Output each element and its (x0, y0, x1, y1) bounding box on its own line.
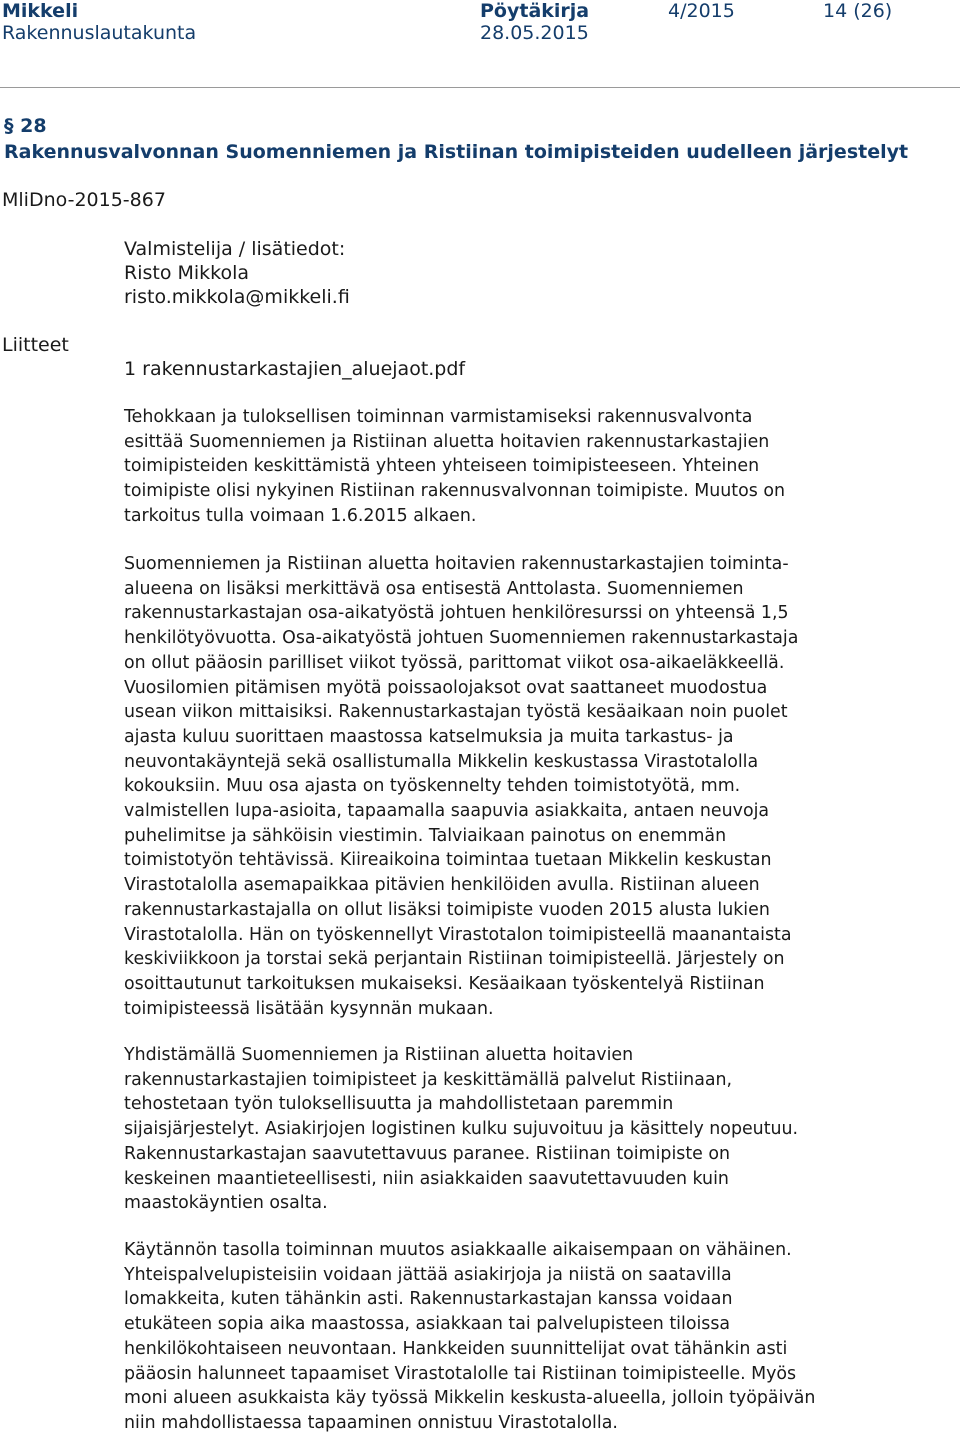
paragraph-line: alueena on lisäksi merkittävä osa entisestä Anttolasta. Suomenniemen (124, 578, 744, 599)
header-divider (0, 87, 960, 88)
paragraph-line: esittää Suomenniemen ja Ristiinan aluetta hoitavien rakennustarkastajien (124, 431, 770, 452)
paragraph-line: toimipisteessä lisätään kysynnän mukaan. (124, 998, 494, 1019)
meeting-date: 28.05.2015 (480, 22, 589, 44)
section-number: § 28 (4, 115, 47, 137)
paragraph-line: ajasta kuluu suorittaen maastossa katselmuksia ja muita tarkastus- ja (124, 726, 734, 747)
paragraph-line: moni alueen asukkaista käy työssä Mikkelin keskusta-alueella, jolloin työpäivän (124, 1388, 816, 1409)
paragraph-line: tehostetaan työn tuloksellisuutta ja mahdollistetaan paremmin (124, 1094, 674, 1115)
paragraph-line: kokouksiin. Muu osa ajasta on työskennelty tehden toimistotyötä, mm. (124, 776, 741, 797)
paragraph-line: Virastotalolla. Hän on työskennellyt Virastotalon toimipisteellä maanantaista (124, 924, 792, 945)
paragraph-line: lomakkeita, kuten tähänkin asti. Rakennustarkastajan kanssa voidaan (124, 1289, 733, 1310)
paragraph-line: niin mahdollistaessa tapaaminen onnistuu Virastotalolla. (124, 1412, 618, 1433)
paragraph-line: usean viikon mittaisiksi. Rakennustarkastajan työstä kesäaikaan noin puolet (124, 702, 788, 723)
attachment-item: 1 rakennustarkastajien_aluejaot.pdf (124, 358, 466, 380)
board-name: Rakennuslautakunta (2, 22, 197, 44)
paragraph-line: Virastotalolla asemapaikkaa pitävien henkilöiden avulla. Ristiinan alueen (124, 875, 760, 896)
paragraph-4 (124, 1238, 884, 1436)
paragraph-line: puhelimitse ja sähköisin viestimin. Talviaikaan painotus on enemmän (124, 825, 727, 846)
paragraph-line: etukäteen sopia aika maastossa, asiakkaan tai palvelupisteen tiloissa (124, 1314, 731, 1335)
paragraph-line: keskiviikkoon ja torstai sekä perjantain Ristiinan toimipisteellä. Järjestely on (124, 949, 785, 970)
paragraph-line: on ollut pääosin parilliset viikot työssä, parittomat viikot osa-aikaeläkkeellä. (124, 652, 785, 673)
record-id: MliDno-2015-867 (2, 189, 166, 211)
page-number: 14 (26) (823, 0, 893, 22)
attachments-label: Liitteet (2, 334, 69, 356)
paragraph-line: maastokäyntien osalta. (124, 1193, 328, 1214)
paragraph-line: osoittautunut tarkoituksen mukaiseksi. Kesäaikaan työskentelyä Ristiinan (124, 973, 765, 994)
paragraph-line: henkilötyövuotta. Osa-aikatyöstä johtuen Suomenniemen rakennustarkastaja (124, 628, 799, 649)
paragraph-line: toimistotyön tehtävissä. Kiireaikoina toimintaa tuetaan Mikkelin keskustan (124, 850, 772, 871)
paragraph-line: Yhteispalvelupisteisiin voidaan jättää asiakirjoja ja niistä on saatavilla (124, 1264, 732, 1285)
paragraph-line: Suomenniemen ja Ristiinan aluetta hoitavien rakennustarkastajien toiminta- (124, 554, 789, 574)
paragraph-line: Rakennustarkastajan saavutettavuus paranee. Ristiinan toimipiste on (124, 1143, 731, 1164)
paragraph-1 (124, 405, 884, 529)
paragraph-2 (124, 552, 884, 1021)
document-number: 4/2015 (668, 0, 735, 22)
paragraph-line: pääosin halunneet tapaamiset Virastotalolle tai Ristiinan toimipisteelle. Myös (124, 1363, 797, 1384)
paragraph-line: Tehokkaan ja tuloksellisen toiminnan varmistamiseksi rakennusvalvonta (124, 407, 753, 427)
paragraph-line: rakennustarkastajan osa-aikatyöstä johtuen henkilöresurssi on yhteensä 1,5 (124, 603, 789, 624)
paragraph-line: valmistellen lupa-asioita, tapaamalla saapuvia asiakkaita, antaen neuvoja (124, 801, 770, 822)
paragraph-line: Käytännön tasolla toiminnan muutos asiakkaalle aikaisempaan on vähäinen. (124, 1240, 792, 1260)
paragraph-line: keskeinen maantieteellisesti, niin asiakkaiden saavutettavuuden kuin (124, 1168, 729, 1189)
preparer-name: Risto Mikkola (124, 262, 250, 284)
paragraph-line: Vuosilomien pitämisen myötä poissaolojaksot ovat saattaneet muodostua (124, 677, 768, 698)
paragraph-line: sijaisjärjestelyt. Asiakirjojen logistinen kulku sujuvoituu ja käsittely nopeutuu. (124, 1119, 799, 1140)
section-title: Rakennusvalvonnan Suomenniemen ja Ristiinan toimipisteiden uudelleen järjestelyt (4, 141, 909, 163)
paragraph-line: neuvontakäyntejä sekä osallistumalla Mikkelin keskustassa Virastotalolla (124, 751, 759, 772)
paragraph-line: toimipiste olisi nykyinen Ristiinan rakennusvalvonnan toimipiste. Muutos on (124, 481, 785, 502)
paragraph-line: rakennustarkastajien toimipisteet ja keskittämällä palvelut Ristiinaan, (124, 1069, 733, 1090)
organization-name: Mikkeli (2, 0, 79, 22)
paragraph-line: toimipisteiden keskittämistä yhteen yhteiseen toimipisteeseen. Yhteinen (124, 456, 760, 477)
paragraph-line: henkilökohtaiseen neuvontaan. Hankkeiden suunnittelijat ovat tähänkin asti (124, 1338, 788, 1359)
preparer-email: risto.mikkola@mikkeli.fi (124, 286, 350, 308)
preparer-label: Valmistelija / lisätiedot: (124, 238, 346, 260)
document-type: Pöytäkirja (480, 0, 590, 22)
paragraph-line: tarkoitus tulla voimaan 1.6.2015 alkaen. (124, 505, 477, 526)
paragraph-line: rakennustarkastajalla on ollut lisäksi toimipiste vuoden 2015 alusta lukien (124, 899, 770, 920)
paragraph-3 (124, 1043, 884, 1216)
paragraph-line: Yhdistämällä Suomenniemen ja Ristiinan aluetta hoitavien (124, 1045, 634, 1065)
